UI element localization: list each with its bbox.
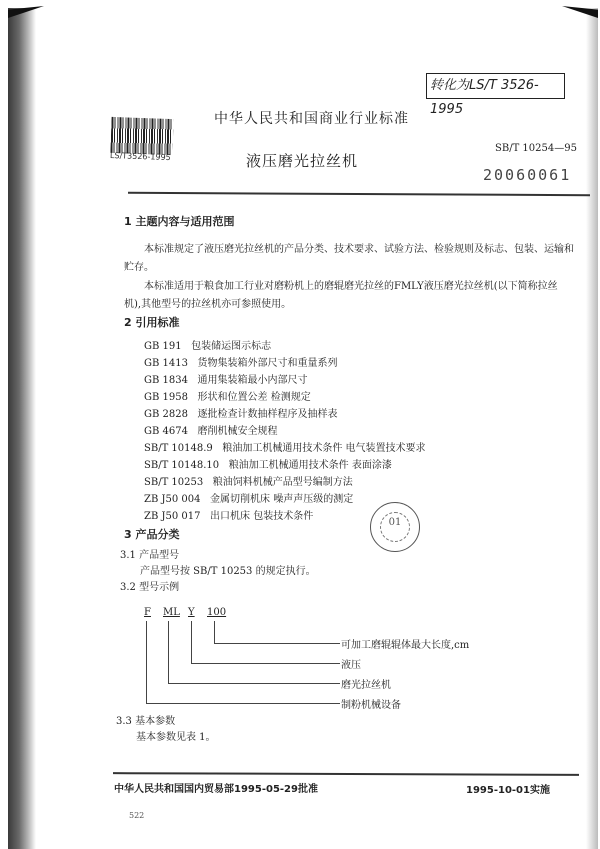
reference-code: GB 1958 [144,392,188,403]
section-1-para2-line1: 本标准适用于粮食加工行业对磨粉机上的磨辊磨光拉丝的FMLY液压磨光拉丝机(以下简称拉丝 [144,281,558,292]
model-label-machine: 磨光拉丝机 [341,680,391,691]
reference-code: SB/T 10148.10 [144,460,220,471]
reference-code: GB 1834 [144,375,188,386]
standard-code: SB/T 10254—95 [495,143,577,154]
section-3-2-heading: 3.2 型号示例 [120,582,180,593]
seal-text: 01 [388,517,402,528]
implementation-date: 1995-10-01实施 [466,785,550,796]
section-1-heading: 1 主题内容与适用范围 [124,215,235,228]
reference-item [144,388,311,403]
reference-title: 磨削机械安全规程 [197,426,278,437]
connector-ml-h [168,683,340,684]
connector-f-h [146,703,340,704]
model-part-y: Y [188,607,195,618]
scan-shadow-right [586,8,598,849]
connector-100 [214,621,215,643]
reference-title: 逐批检查计数抽样程序及抽样表 [197,409,338,420]
reference-item [144,439,426,454]
connector-ml [168,621,169,683]
section-3-heading: 3 产品分类 [124,528,180,541]
scan-shadow-left [8,8,36,849]
reference-code: ZB J50 004 [144,494,201,505]
header-rule [128,192,590,196]
reference-title: 形状和位置公差 检测规定 [197,392,311,403]
reference-item [144,422,278,437]
reference-code: GB 1413 [144,358,188,369]
section-1-para2-line2: 机),其他型号的拉丝机亦可参照使用。 [124,299,292,310]
reference-code: GB 191 [144,341,182,352]
section-1-para1-line2: 贮存。 [124,262,154,273]
connector-100-h [214,643,340,644]
reference-title: 货物集装箱外部尺寸和重量系列 [197,358,338,369]
model-part-ml: ML [163,607,180,618]
reference-title: 通用集装箱最小内部尺寸 [197,375,308,386]
model-label-hydraulic: 液压 [341,660,361,671]
barcode [110,117,173,155]
reference-code: SB/T 10253 [144,477,204,488]
model-label-category: 制粉机械设备 [341,700,401,711]
section-3-3-heading: 3.3 基本参数 [116,716,176,727]
model-label-length: 可加工磨辊辊体最大长度,cm [341,640,470,651]
reference-title: 包装储运图示标志 [191,341,272,352]
reference-item [144,337,271,352]
model-part-f: F [144,607,151,618]
reference-code: GB 4674 [144,426,188,437]
reference-item [144,456,392,471]
conversion-stamp: 转化为LS/T 3526-1995 [426,73,565,99]
issuing-organization: 中华人民共和国商业行业标准 [214,111,409,127]
reference-item [144,473,353,488]
approval-date: 中华人民共和国国内贸易部1995-05-29批准 [114,784,318,795]
reference-code: GB 2828 [144,409,188,420]
reference-title: 金属切削机床 噪声声压级的测定 [210,494,354,505]
document-title: 液压磨光拉丝机 [246,152,359,170]
reference-item [144,354,338,369]
barcode-label: LS/T3526-1995 [109,150,171,163]
official-seal [370,502,420,552]
footer-rule [113,772,579,775]
archive-number: 20060061 [483,166,572,184]
reference-title: 出口机床 包装技术条件 [210,511,314,522]
reference-item [144,371,308,386]
section-3-3-text: 基本参数见表 1。 [136,732,216,743]
reference-code: SB/T 10148.9 [144,443,213,454]
reference-code: ZB J50 017 [144,511,201,522]
model-part-100: 100 [207,607,227,618]
connector-f [146,621,147,703]
page-number: 522 [129,811,145,820]
reference-item [144,490,353,505]
section-3-1-text: 产品型号按 SB/T 10253 的规定执行。 [140,566,316,577]
connector-y [191,621,192,663]
reference-title: 粮油加工机械通用技术条件 表面涂漆 [228,460,392,471]
section-2-heading: 2 引用标准 [124,316,180,329]
reference-item [144,507,313,522]
reference-title: 粮油饲料机械产品型号编制方法 [212,477,353,488]
section-3-1-heading: 3.1 产品型号 [120,550,180,561]
section-1-para1-line1: 本标准规定了液压磨光拉丝机的产品分类、技术要求、试验方法、检验规则及标志、包装、运输和 [144,244,574,255]
connector-y-h [191,663,340,664]
reference-item [144,405,338,420]
reference-title: 粮油加工机械通用技术条件 电气装置技术要求 [222,443,426,454]
